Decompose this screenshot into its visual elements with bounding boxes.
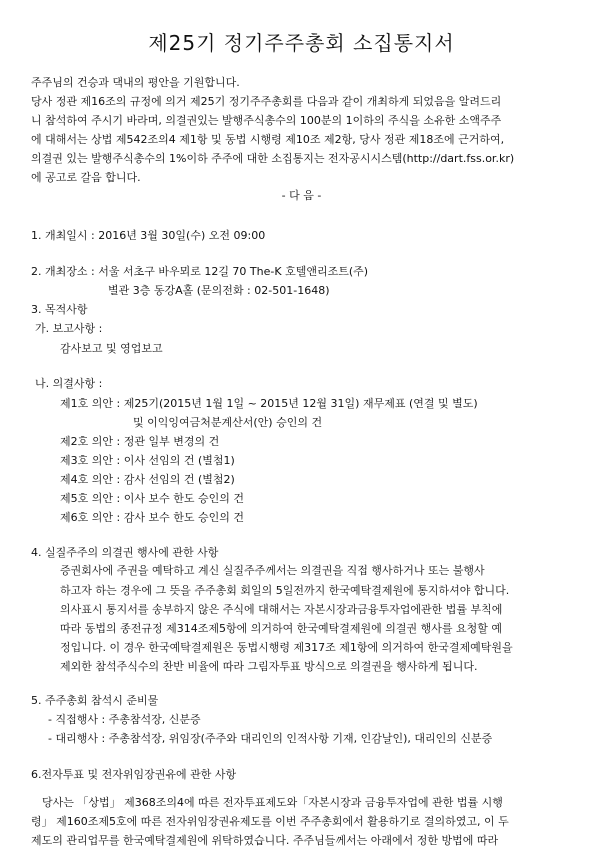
section-6-line-1: 당사는 「상법」 제368조의4에 따른 전자투표제도와「자본시장과 금융투자업에 관한 법률 시행 [42, 796, 503, 809]
section-4-line-2: 하고자 하는 경우에 그 뜻을 주주총회 회일의 5일전까지 한국예탁결제원에 통지하셔야 합니다. [60, 584, 510, 597]
agenda-item-5: 제5호 의안 : 이사 보수 한도 승인의 건 [60, 492, 244, 505]
agenda-item-4: 제4호 의안 : 감사 선임의 건 (별첨2) [60, 473, 235, 486]
section-6-line-2: 령」 제160조제5호에 따른 전자위임장권유제도를 이번 주주총회에서 활용하기로 결의하였고, 이 두 [31, 815, 509, 828]
intro-line-4: 에 대해서는 상법 제542조의4 제1항 및 동법 시행령 제10조 제2항, 당사 정관 제18조에 근거하여, [31, 133, 505, 146]
section-5-item-proxy: - 대리행사 : 주총참석장, 위임장(주주와 대리인의 인적사항 기재, 인감날인), 대리인의 신분증 [48, 732, 493, 745]
section-3-report-heading: 가. 보고사항 : [35, 322, 103, 335]
section-4-line-5: 정입니다. 이 경우 한국예탁결제원은 동법시행령 제317조 제1항에 의거하여 한국결제예탁원을 [60, 641, 513, 654]
document-title: 제25기 정기주주총회 소집통지서 [148, 31, 455, 55]
section-3-report-item: 감사보고 및 영업보고 [60, 342, 163, 355]
intro-line-2: 당사 정관 제16조의 규정에 의거 제25기 정기주주총회를 다음과 같이 개최하게 되었음을 알려드리 [31, 95, 502, 108]
intro-line-6: 에 공고로 갈음 합니다. [31, 171, 141, 184]
intro-line-5: 의결권 있는 발행주식총수의 1%이하 주주에 대한 소집통지는 전자공시시스템(http://dart.fss.or.kr) [31, 152, 515, 165]
section-2-venue: 2. 개최장소 : 서울 서초구 바우뫼로 12길 70 The-K 호텔앤리조트(주) [31, 265, 369, 278]
agenda-item-6: 제6호 의안 : 감사 보수 한도 승인의 건 [60, 511, 244, 524]
intro-line-1: 주주님의 건승과 댁내의 평안을 기원합니다. [31, 76, 240, 89]
da-eum-heading: - 다 음 - [281, 189, 322, 202]
section-4-line-6: 제외한 참석주식수의 찬반 비율에 따라 그림자투표 방식으로 의결권을 행사하게 됩니다. [60, 660, 478, 673]
section-2-venue-detail: 별관 3층 동강A홀 (문의전화 : 02-501-1648) [108, 284, 330, 297]
agenda-item-3: 제3호 의안 : 이사 선임의 건 (별첨1) [60, 454, 235, 467]
section-4-line-3: 의사표시 통지서를 송부하지 않은 주식에 대해서는 자본시장과금융투자업에관한 법률 부칙에 [60, 603, 503, 616]
section-4-line-4: 따라 동법의 종전규정 제314조제5항에 의거하여 한국예탁결제원에 의결권 행사를 요청할 예 [60, 622, 502, 635]
section-5-item-direct: - 직접행사 : 주총참석장, 신분증 [48, 713, 201, 726]
section-5-heading: 5. 주주총회 참석시 준비물 [31, 694, 159, 707]
section-3-heading: 3. 목적사항 [31, 303, 88, 316]
agenda-item-1: 제1호 의안 : 제25기(2015년 1월 1일 ~ 2015년 12월 31일) 재무제표 (연결 및 별도) [60, 397, 478, 410]
section-4-line-1: 증권회사에 주권을 예탁하고 계신 실질주주께서는 의결권을 직접 행사하거나 또는 불행사 [60, 564, 485, 577]
agenda-item-1-continued: 및 이익잉여금처분계산서(안) 승인의 건 [133, 416, 323, 429]
agenda-item-2: 제2호 의안 : 정관 일부 변경의 건 [60, 435, 220, 448]
section-3-resolution-heading: 나. 의결사항 : [35, 377, 103, 390]
section-6-line-3: 제도의 관리업무를 한국예탁결제원에 위탁하였습니다. 주주님들께서는 아래에서 정한 방법에 따라 [31, 834, 499, 847]
section-6-heading: 6.전자투표 및 전자위임장권유에 관한 사항 [31, 768, 237, 781]
intro-line-3: 니 참석하여 주시기 바라며, 의결권있는 발행주식총수의 100분의 1이하의 주식을 소유한 소액주주 [31, 114, 502, 127]
section-4-heading: 4. 실질주주의 의결권 행사에 관한 사항 [31, 546, 219, 559]
section-1-date: 1. 개최일시 : 2016년 3월 30일(수) 오전 09:00 [31, 229, 266, 242]
